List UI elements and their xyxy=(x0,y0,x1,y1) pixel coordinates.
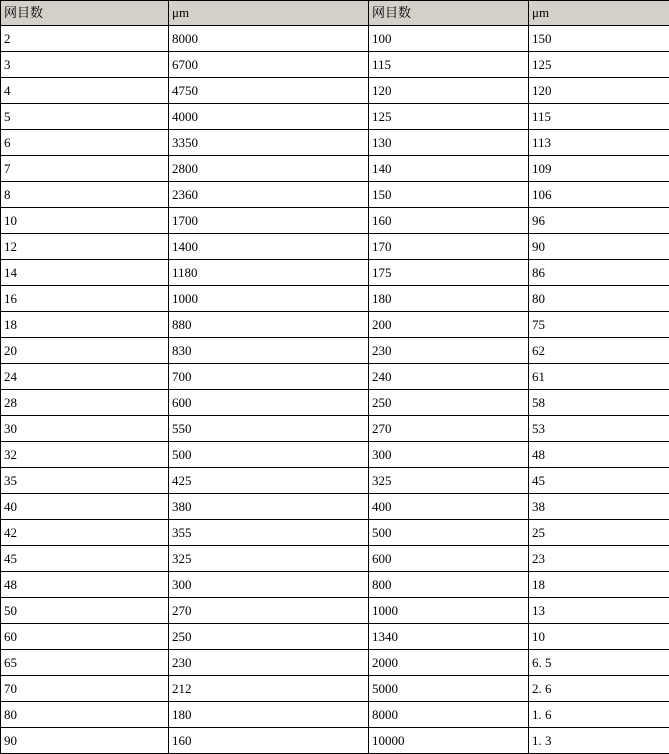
table-cell: 6. 5 xyxy=(529,650,669,676)
table-cell: 160 xyxy=(369,208,529,234)
table-cell: 16 xyxy=(1,286,169,312)
table-cell: 500 xyxy=(369,520,529,546)
table-row xyxy=(1,624,669,650)
table-cell: 113 xyxy=(529,130,669,156)
table-cell: 25 xyxy=(529,520,669,546)
table-cell: 1000 xyxy=(169,286,369,312)
table-cell: 42 xyxy=(1,520,169,546)
table-cell: 75 xyxy=(529,312,669,338)
table-cell: 500 xyxy=(169,442,369,468)
table-cell: 3 xyxy=(1,52,169,78)
table-cell: 830 xyxy=(169,338,369,364)
table-cell: 160 xyxy=(169,728,369,754)
table-cell: 2000 xyxy=(369,650,529,676)
table-cell: 53 xyxy=(529,416,669,442)
table-row xyxy=(1,78,669,104)
table-cell: 325 xyxy=(169,546,369,572)
table-body xyxy=(1,26,669,754)
table-cell: 325 xyxy=(369,468,529,494)
table-cell: 8 xyxy=(1,182,169,208)
table-cell: 800 xyxy=(369,572,529,598)
table-cell: 230 xyxy=(369,338,529,364)
table-row xyxy=(1,364,669,390)
table-row xyxy=(1,442,669,468)
table-cell: 8000 xyxy=(169,26,369,52)
table-row xyxy=(1,130,669,156)
table-cell: 125 xyxy=(529,52,669,78)
table-cell: 24 xyxy=(1,364,169,390)
column-header-mesh-2: 网目数 xyxy=(369,1,529,26)
table-header-row xyxy=(1,1,669,26)
table-cell: 355 xyxy=(169,520,369,546)
table-cell: 240 xyxy=(369,364,529,390)
table-cell: 4000 xyxy=(169,104,369,130)
table-cell: 18 xyxy=(529,572,669,598)
table-cell: 600 xyxy=(369,546,529,572)
table-cell: 10 xyxy=(1,208,169,234)
table-cell: 400 xyxy=(369,494,529,520)
table-cell: 50 xyxy=(1,598,169,624)
table-row xyxy=(1,650,669,676)
table-cell: 270 xyxy=(169,598,369,624)
table-cell: 200 xyxy=(369,312,529,338)
table-cell: 1400 xyxy=(169,234,369,260)
table-cell: 70 xyxy=(1,676,169,702)
table-cell: 40 xyxy=(1,494,169,520)
table-cell: 86 xyxy=(529,260,669,286)
table-cell: 600 xyxy=(169,390,369,416)
table-row xyxy=(1,234,669,260)
table-row xyxy=(1,104,669,130)
table-row xyxy=(1,312,669,338)
table-row xyxy=(1,260,669,286)
table-cell: 106 xyxy=(529,182,669,208)
table-cell: 10000 xyxy=(369,728,529,754)
table-row xyxy=(1,286,669,312)
table-cell: 1340 xyxy=(369,624,529,650)
table-cell: 12 xyxy=(1,234,169,260)
table-cell: 700 xyxy=(169,364,369,390)
table-cell: 1. 3 xyxy=(529,728,669,754)
table-cell: 170 xyxy=(369,234,529,260)
table-cell: 32 xyxy=(1,442,169,468)
table-cell: 96 xyxy=(529,208,669,234)
table-cell: 180 xyxy=(369,286,529,312)
table-cell: 300 xyxy=(169,572,369,598)
table-row xyxy=(1,676,669,702)
table-cell: 62 xyxy=(529,338,669,364)
table-cell: 10 xyxy=(529,624,669,650)
table-cell: 45 xyxy=(1,546,169,572)
table-cell: 35 xyxy=(1,468,169,494)
table-cell: 1000 xyxy=(369,598,529,624)
table-cell: 115 xyxy=(369,52,529,78)
table-cell: 300 xyxy=(369,442,529,468)
table-cell: 80 xyxy=(529,286,669,312)
table-row xyxy=(1,26,669,52)
table-cell: 230 xyxy=(169,650,369,676)
table-cell: 8000 xyxy=(369,702,529,728)
table-cell: 28 xyxy=(1,390,169,416)
table-row xyxy=(1,728,669,754)
table-cell: 23 xyxy=(529,546,669,572)
table-cell: 4 xyxy=(1,78,169,104)
table-row xyxy=(1,416,669,442)
table-cell: 65 xyxy=(1,650,169,676)
table-cell: 48 xyxy=(1,572,169,598)
table-cell: 250 xyxy=(369,390,529,416)
table-cell: 2360 xyxy=(169,182,369,208)
table-cell: 6 xyxy=(1,130,169,156)
table-cell: 5 xyxy=(1,104,169,130)
table-cell: 6700 xyxy=(169,52,369,78)
table-cell: 109 xyxy=(529,156,669,182)
table-cell: 30 xyxy=(1,416,169,442)
table-cell: 14 xyxy=(1,260,169,286)
table-row xyxy=(1,572,669,598)
table-cell: 120 xyxy=(529,78,669,104)
table-cell: 20 xyxy=(1,338,169,364)
table-cell: 180 xyxy=(169,702,369,728)
table-row xyxy=(1,546,669,572)
table-cell: 80 xyxy=(1,702,169,728)
table-row xyxy=(1,520,669,546)
table-row xyxy=(1,390,669,416)
table-cell: 48 xyxy=(529,442,669,468)
table-cell: 90 xyxy=(529,234,669,260)
column-header-micron-1: μm xyxy=(169,1,369,26)
table-cell: 380 xyxy=(169,494,369,520)
table-cell: 5000 xyxy=(369,676,529,702)
table-cell: 3350 xyxy=(169,130,369,156)
table-cell: 150 xyxy=(529,26,669,52)
table-cell: 2800 xyxy=(169,156,369,182)
column-header-mesh-1: 网目数 xyxy=(1,1,169,26)
table-cell: 880 xyxy=(169,312,369,338)
table-cell: 100 xyxy=(369,26,529,52)
table-cell: 4750 xyxy=(169,78,369,104)
table-row xyxy=(1,702,669,728)
table-cell: 45 xyxy=(529,468,669,494)
table-row xyxy=(1,494,669,520)
table-cell: 7 xyxy=(1,156,169,182)
table-cell: 130 xyxy=(369,130,529,156)
table-row xyxy=(1,208,669,234)
table-cell: 60 xyxy=(1,624,169,650)
table-cell: 38 xyxy=(529,494,669,520)
table-cell: 1700 xyxy=(169,208,369,234)
table-cell: 115 xyxy=(529,104,669,130)
table-cell: 120 xyxy=(369,78,529,104)
table-cell: 125 xyxy=(369,104,529,130)
table-row xyxy=(1,182,669,208)
table-cell: 270 xyxy=(369,416,529,442)
table-cell: 175 xyxy=(369,260,529,286)
table-cell: 150 xyxy=(369,182,529,208)
table-row xyxy=(1,598,669,624)
table-row xyxy=(1,156,669,182)
table-cell: 61 xyxy=(529,364,669,390)
column-header-micron-2: μm xyxy=(529,1,669,26)
table-cell: 90 xyxy=(1,728,169,754)
table-row xyxy=(1,468,669,494)
table-cell: 212 xyxy=(169,676,369,702)
table-cell: 2. 6 xyxy=(529,676,669,702)
table-cell: 58 xyxy=(529,390,669,416)
table-cell: 2 xyxy=(1,26,169,52)
table-row xyxy=(1,338,669,364)
table-cell: 550 xyxy=(169,416,369,442)
table-cell: 250 xyxy=(169,624,369,650)
table-cell: 425 xyxy=(169,468,369,494)
table-cell: 18 xyxy=(1,312,169,338)
table-cell: 1. 6 xyxy=(529,702,669,728)
table-row xyxy=(1,52,669,78)
table-cell: 140 xyxy=(369,156,529,182)
table-cell: 13 xyxy=(529,598,669,624)
table-cell: 1180 xyxy=(169,260,369,286)
